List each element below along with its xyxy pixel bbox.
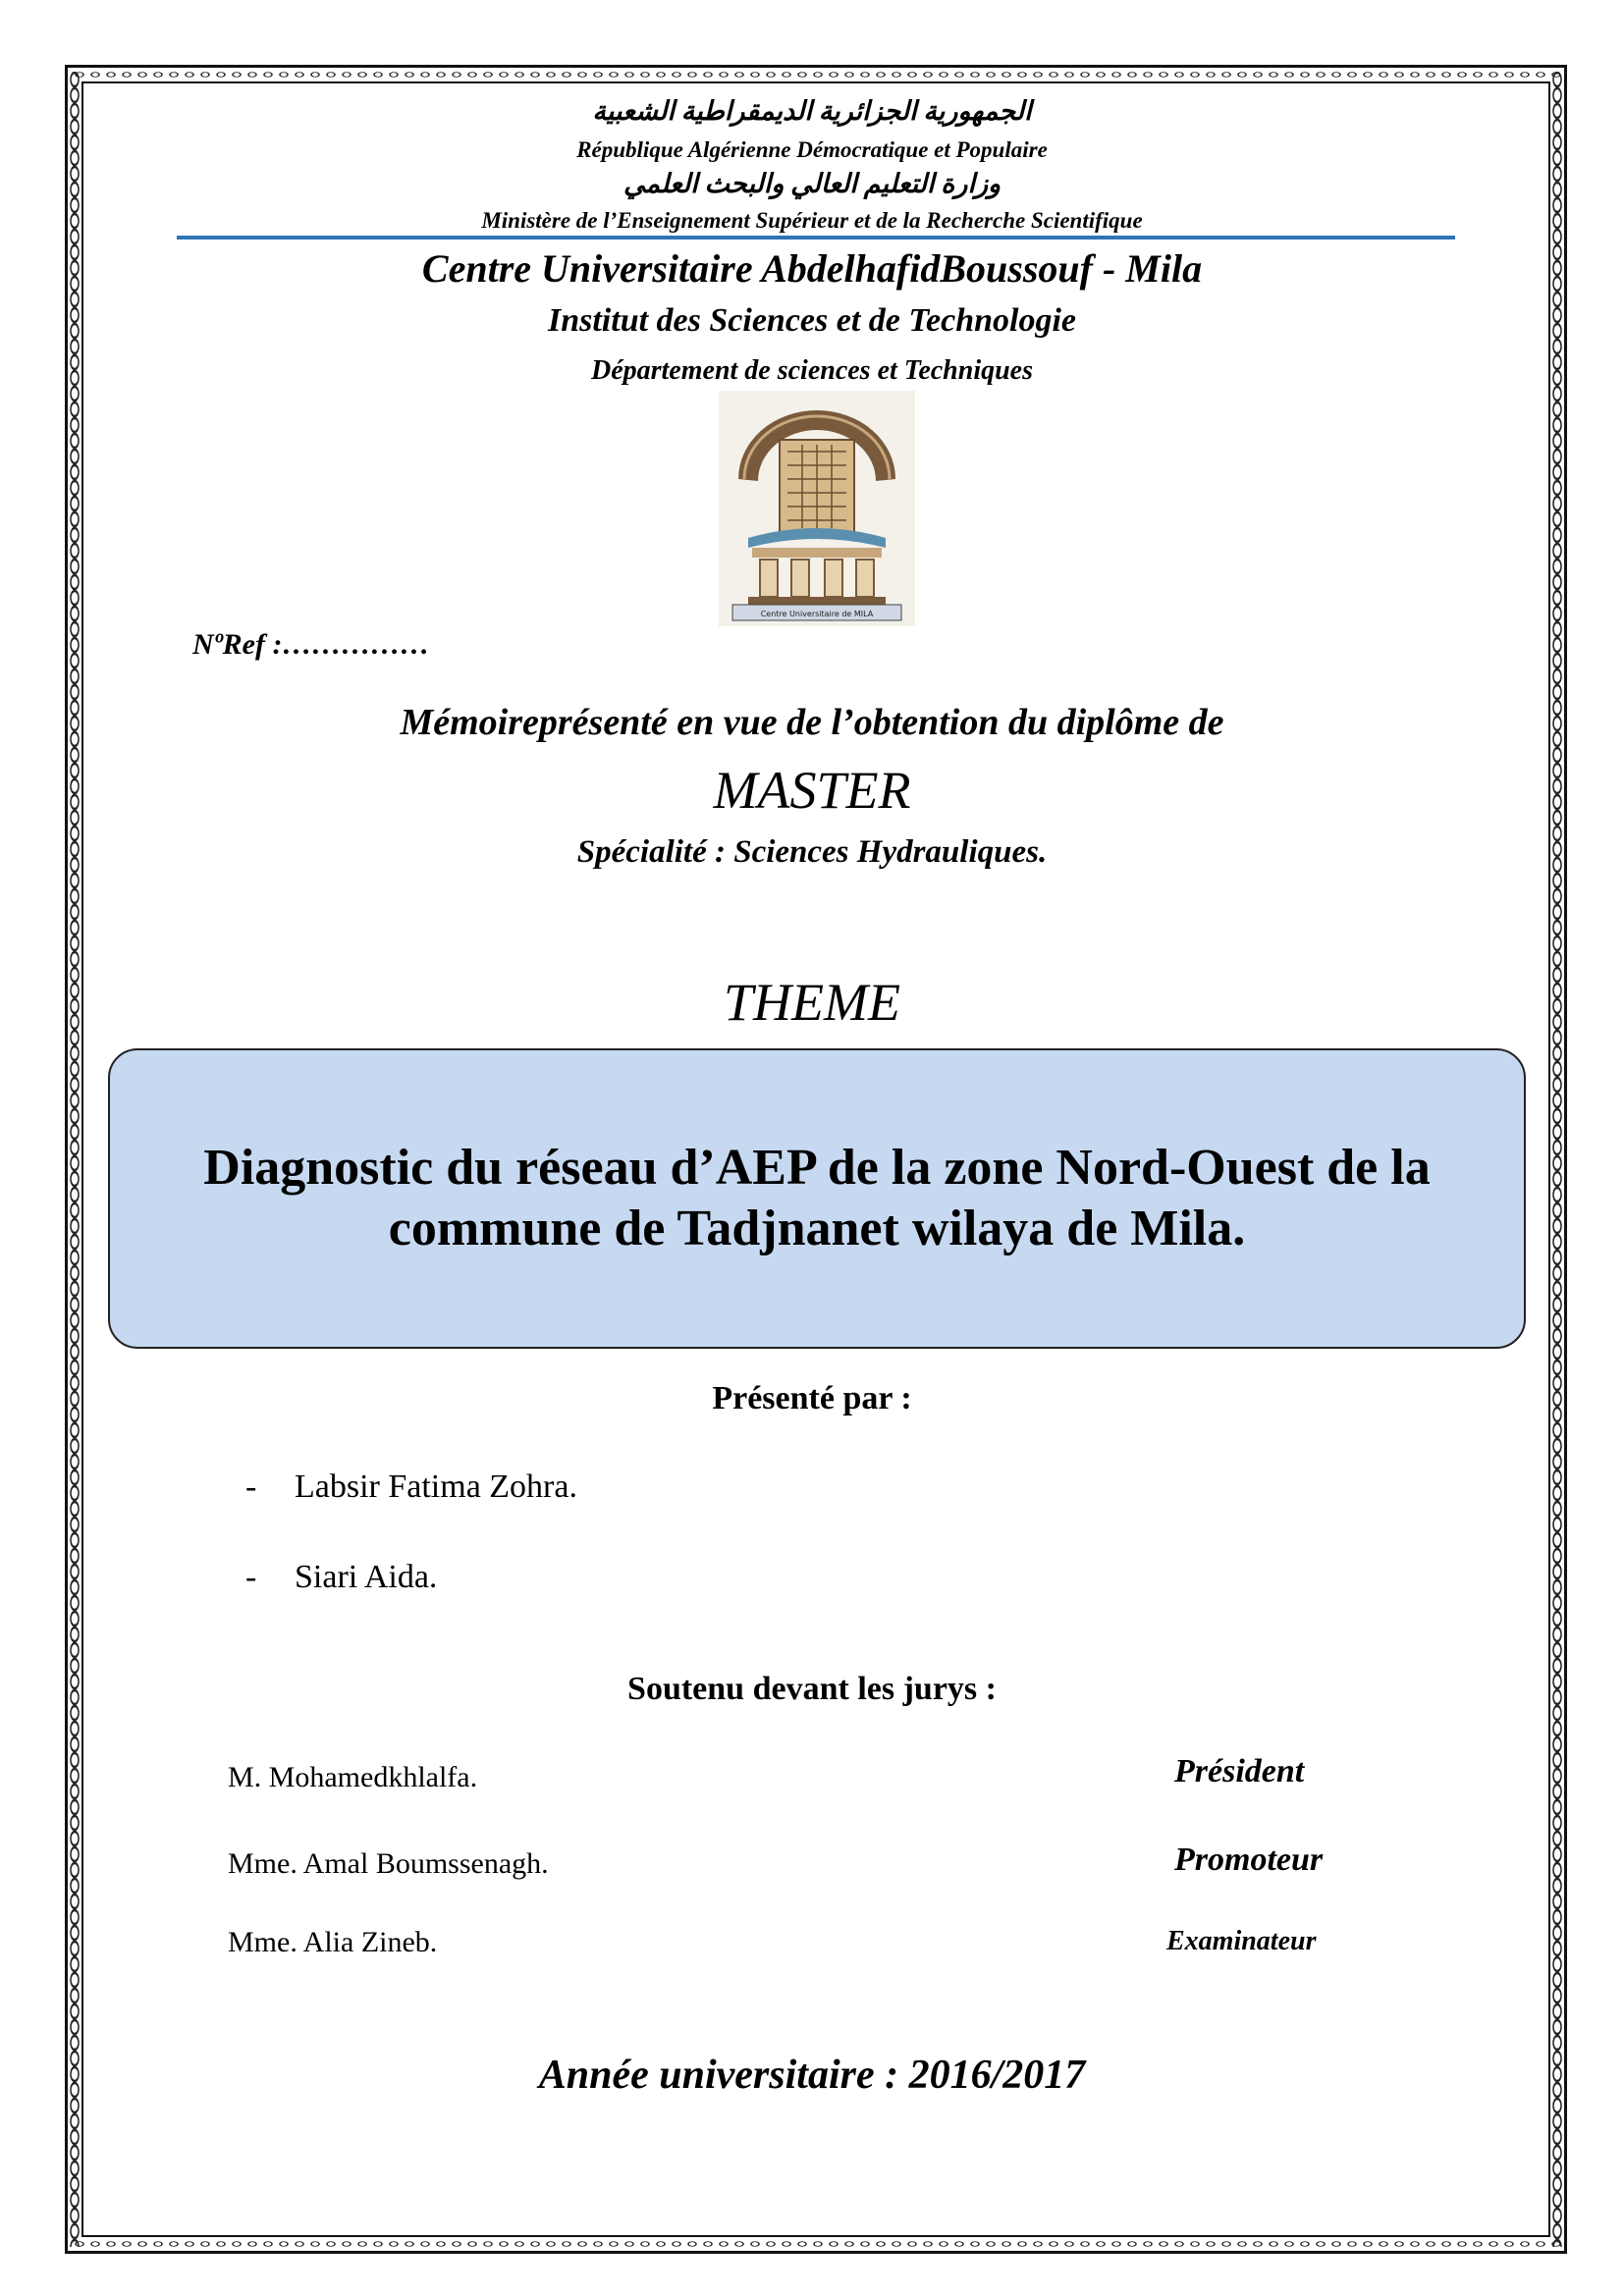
jury-label: Soutenu devant les jurys : [627, 1671, 997, 1707]
ministry-name: Ministère de l’Enseignement Supérieur et de la Recherche Scientifique [481, 208, 1143, 233]
header-rule [177, 236, 1455, 240]
republic-name: République Algérienne Démocratique et Populaire [576, 137, 1048, 162]
department-name: Département de sciences et Techniques [590, 355, 1033, 386]
author-item: - Siari Aida. [245, 1559, 438, 1595]
institute-name: Institut des Sciences et de Technologie [547, 302, 1076, 339]
degree-title: MASTER [713, 761, 911, 820]
jury-member-name: M. Mohamedkhlalfa. [228, 1761, 478, 1793]
theme-heading: THEME [724, 973, 900, 1032]
theme-title: Diagnostic du réseau d’AEP de la zone Nord-Ouest de la commune de Tadjnanet wilaya de Mila. [203, 1140, 1431, 1256]
jury-member-name: Mme. Alia Zineb. [228, 1926, 438, 1958]
university-logo [719, 391, 915, 626]
jury-member-role: Examinateur [1166, 1926, 1317, 1956]
border-chain-top [72, 70, 1560, 80]
jury-member-role: Président [1174, 1753, 1305, 1789]
arabic-ministry: وزارة التعليم العالي والبحث العلمي [623, 169, 1001, 198]
jury-member-name: Mme. Amal Boumssenagh. [228, 1847, 549, 1880]
border-chain-bottom [72, 2239, 1560, 2249]
author-name: Siari Aida. [295, 1559, 438, 1595]
border-chain-right [1552, 72, 1562, 2247]
arabic-republic: الجمهورية الجزائرية الديمقراطية الشعبية [592, 96, 1032, 126]
author-item: - Labsir Fatima Zohra. [245, 1468, 577, 1505]
border-chain-left [70, 72, 80, 2247]
jury-member-role: Promoteur [1174, 1842, 1324, 1878]
theme-box [108, 1048, 1526, 1349]
centre-name: Centre Universitaire AbdelhafidBoussouf - Mila [421, 246, 1203, 291]
memoire-intro: Mémoireprésenté en vue de l’obtention du diplôme de [400, 702, 1224, 743]
academic-year: Année universitaire : 2016/2017 [538, 2053, 1086, 2098]
speciality: Spécialité : Sciences Hydrauliques. [576, 834, 1048, 870]
logo-caption: Centre Universitaire de MILA [760, 610, 874, 618]
author-name: Labsir Fatima Zohra. [295, 1468, 577, 1505]
reference-number: NºRef :…………… [192, 628, 430, 661]
presented-by-label: Présenté par : [712, 1380, 912, 1416]
